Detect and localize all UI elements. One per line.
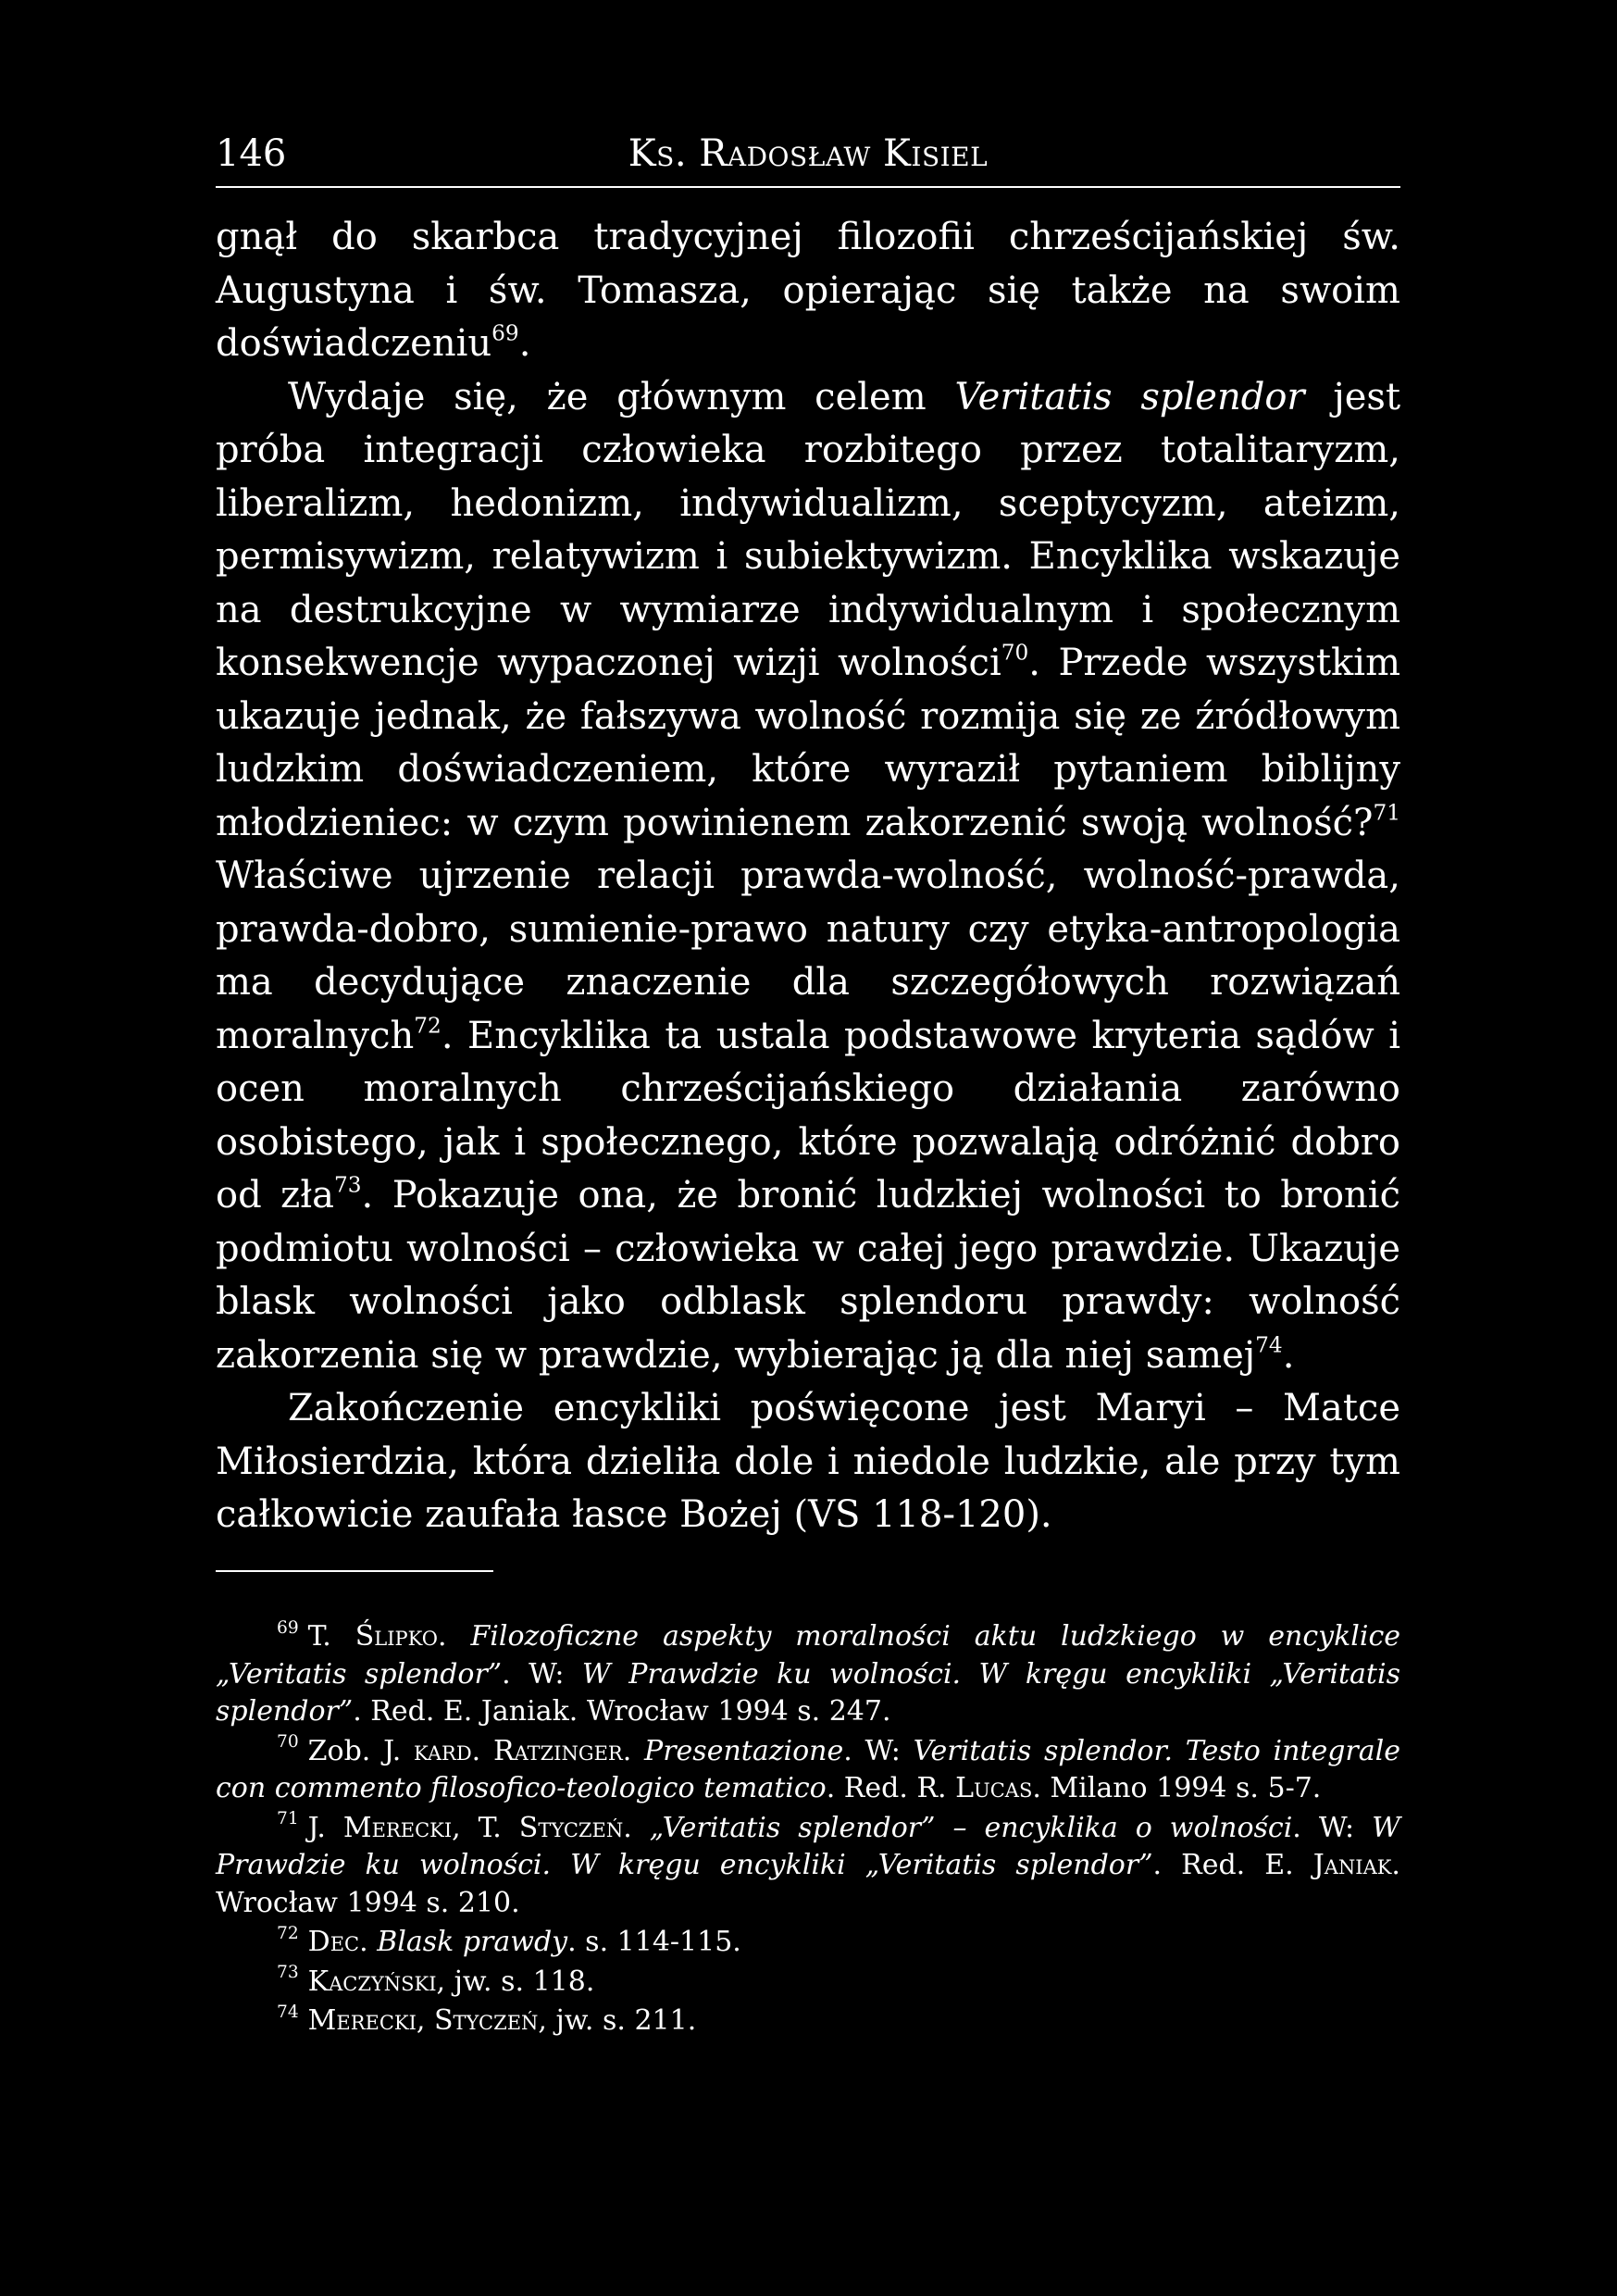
footnote-details: . Milano 1994 s. 5-7.	[1032, 1772, 1322, 1804]
footnote-number: 70	[277, 1732, 299, 1753]
paragraph-2-text-d: Właściwe ujrzenie relacji prawda-wolność, wolność-prawda, prawda-dobro, sumienie-prawo natury czy etyka-antropologia ma decydujące znaczenie dla szczegółowych rozwiązań moralnych	[216, 855, 1400, 1057]
body-text	[216, 211, 1400, 1542]
paragraph-1	[216, 211, 1400, 371]
footnote-source: W Prawdzie ku wolności. W kręgu encykliki „Veritatis splendor”	[216, 1657, 1400, 1728]
footnote-71: $^{71}$ J. Merecki, T. Styczeń. „Veritatis splendor” – encyklika o wolności. W: W Prawdzie ku wolności. W kręgu encykliki „Veritatis splendor”. Red. E. Janiak. Wrocław 1994 s. 210.	[216, 1809, 1401, 1919]
footnote-details: . Red. E. Janiak. Wrocław 1994 s. 247.	[353, 1695, 891, 1728]
paragraph-2-text-f: . Pokazuje ona, że bronić ludzkiej wolności to bronić podmiotu wolności – człowieka w całej jego prawdzie. Ukazuje blask wolności jako odblask splendoru prawdy: wolność zakorzenia się w prawdzie, wybierając ją dla niej samej	[216, 1174, 1401, 1377]
footnote-70: $^{70}$ Zob. J. kard. Ratzinger. Presentazione. W: Veritatis splendor. Testo integrale con commento filosofico-teologico tematico. Red. R. Lucas. Milano 1994 s. 5-7.	[216, 1732, 1400, 1804]
footnote-ref-69: 69	[491, 320, 519, 346]
footnote-73	[216, 1964, 1400, 2002]
footnote-author: T. Ślipko	[307, 1620, 438, 1653]
footnote-number: 73	[277, 1963, 299, 1983]
paragraph-2	[216, 371, 1400, 1383]
footnote-prefix: Zob.	[307, 1734, 384, 1767]
footnote-details: . Red.	[1152, 1849, 1265, 1881]
paragraph-2-text-a: Wydaje się, że głównym celem	[288, 375, 955, 418]
footnote-separator: . W:	[1292, 1811, 1373, 1844]
footnote-separator: . W:	[843, 1734, 914, 1767]
footnote-ref-70: 70	[1001, 640, 1029, 666]
footnote-source: Veritatis splendor. Testo integrale con commento filosofico-teologico tematico	[216, 1734, 1400, 1804]
footnote-number: 74	[277, 2002, 299, 2022]
footnote-title: Presentazione	[644, 1734, 844, 1767]
footnote-details: . Red.	[826, 1772, 917, 1804]
page-header	[216, 128, 1400, 180]
footnote-author: J. Merecki, T. Styczeń	[307, 1811, 624, 1844]
footnote-ref-71: 71	[1373, 799, 1400, 825]
footnote-author: Dec	[307, 1926, 360, 1958]
paragraph-2-text-g: .	[1282, 1333, 1295, 1377]
footnote-rule	[216, 1570, 493, 1572]
paragraph-2-text-b: jest próba integracji człowieka rozbitego przez totalitaryzm, liberalizm, hedonizm, indywidualizm, sceptycyzm, ateizm, permisywizm, relatywizm i subiektywizm. Encyklika wskazuje na destrukcyjne w wymiarze indywidualnym i społecznym konsekwencje wypaczonej wizji wolności	[216, 375, 1401, 684]
footnote-details: , jw. s. 211.	[538, 2004, 697, 2037]
footnote-ref-73: 73	[334, 1172, 362, 1198]
paragraph-3: Zakończenie encykliki poświęcone jest Maryi – Matce Miłosierdzia, która dzieliła dole i niedole ludzkie, ale przy tym całkowicie zaufała łasce Bożej (VS 118-120).	[216, 1387, 1400, 1536]
footnote-74	[216, 2003, 1400, 2040]
footnote-72	[216, 1924, 1400, 1962]
footnote-ref-72: 72	[414, 1012, 442, 1038]
footnote-title: „Veritatis splendor” – encyklika o wolności	[649, 1811, 1293, 1844]
page-number: 146	[216, 132, 287, 175]
footnote-editor: E. Janiak	[1264, 1849, 1392, 1881]
footnote-details: . s. 114-115.	[567, 1926, 741, 1958]
running-head: Ks. Radosław Kisiel	[628, 132, 989, 175]
footnote-separator: .	[359, 1926, 378, 1958]
encyclical-title: Veritatis splendor	[954, 375, 1305, 418]
footnote-source: W Prawdzie ku wolności. W kręgu encykliki „Veritatis splendor”	[216, 1811, 1401, 1881]
footnote-editor: R. Lucas	[916, 1772, 1033, 1804]
footnote-title: Blask prawdy	[377, 1926, 568, 1958]
header-rule	[216, 186, 1400, 188]
paragraph-2-text-c: . Przede wszystkim ukazuje jednak, że fałszywa wolność rozmija się ze źródłowym ludzkim doświadczeniem, które wyraził pytaniem biblijny młodzieniec: w czym powinienem zakorzenić swoją wolność?	[216, 642, 1401, 844]
footnote-details: . Wrocław 1994 s. 210.	[216, 1849, 1400, 1919]
footnote-title: Filozoficzne aspekty moralności aktu ludzkiego w encyklice „Veritatis splendor”	[216, 1620, 1401, 1691]
footnote-author: Kaczyński	[307, 1965, 437, 1998]
footnotes	[216, 1618, 1400, 2042]
footnote-author: J. kard. Ratzinger	[383, 1734, 623, 1767]
footnote-separator: . W:	[502, 1657, 582, 1691]
paragraph-1-end: .	[518, 322, 531, 365]
footnote-number: 72	[277, 1923, 299, 1943]
footnote-author: Merecki, Styczeń	[307, 2004, 539, 2037]
footnote-number: 69	[277, 1617, 299, 1638]
footnote-number: 71	[277, 1809, 299, 1829]
footnote-69: $^{69}$ T. Ślipko. Filozoficzne aspekty moralności aktu ludzkiego w encyklice „Veritatis splendor”. W: W Prawdzie ku wolności. W kręgu encykliki „Veritatis splendor”. Red. E. Janiak. Wrocław 1994 s. 247.	[216, 1617, 1401, 1728]
footnote-details: , jw. s. 118.	[436, 1965, 595, 1998]
footnote-ref-74: 74	[1255, 1331, 1283, 1357]
paragraph-2-text-e: . Encyklika ta ustala podstawowe kryteria sądów i ocen moralnych chrześcijańskiego działania zarówno osobistego, jak i społecznego, które pozwalają odróżnić dobro od zła	[216, 1014, 1400, 1217]
paragraph-1-text: gnął do skarbca tradycyjnej filozofii chrześcijańskiej św. Augustyna i św. Tomasza, opierając się także na swoim doświadczeniu	[216, 216, 1400, 365]
